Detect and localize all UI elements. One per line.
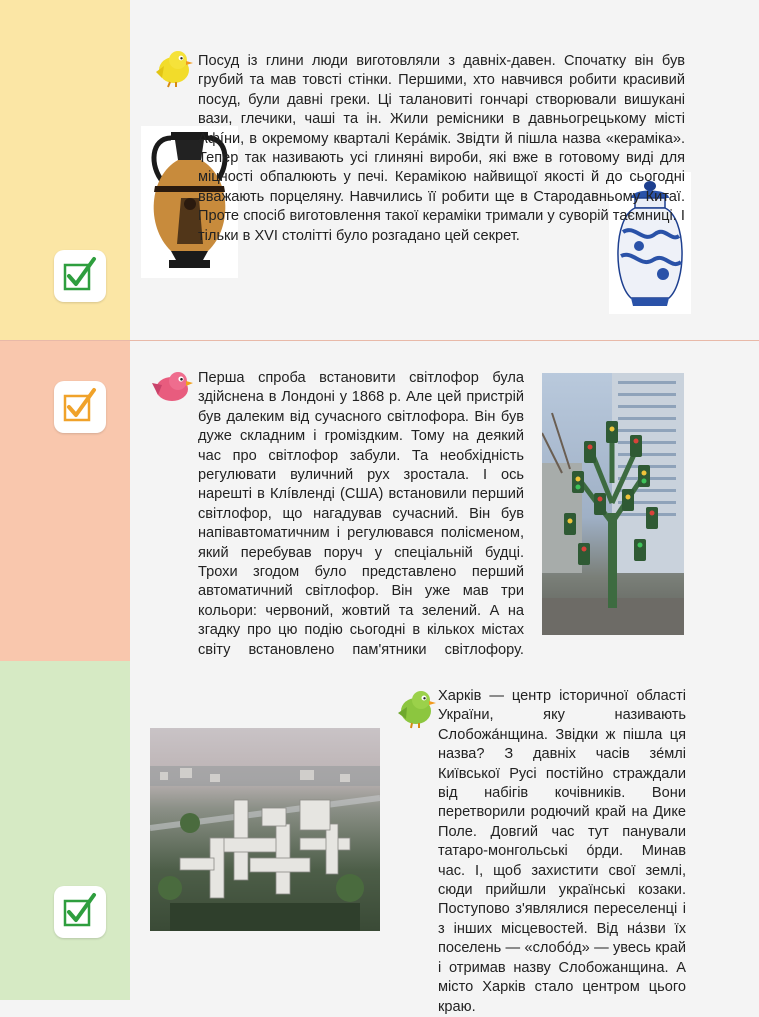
green-bird-icon [394,685,438,729]
section-traffic-light [0,340,759,662]
traffic-light-paragraph: Перша спроба встановити світлофор була здійснена в Лондоні у 1868 р. Але цей пристрій був далеким від сучасного світлофора. Він був дуже складним і громіздким. Тому на деякий час про світлофор забули. Та необхідність регулювати вуличний рух зростала. І ось нарешті в Клíвленді (США) встановили перший світлофор, що нагадував сучасний. Він був напівавтоматичним і регулювався полісменом, який перебував поруч у спеціальній будці. Трохи згодом було представлено перший автоматичний світлофор. Він уже мав три кольори: червоний, жовтий та зелений. А на згадку про цю подію сьогодні в кількох містах світу встановлено пам'ятники світлофору. [198,370,524,658]
pottery-text-p1 [198,52,685,246]
checkmark-icon [62,892,98,930]
checkbox-kharkiv[interactable] [54,886,106,938]
pink-bird-icon [148,369,194,405]
side-strip-green [0,661,130,1000]
checkbox-pottery[interactable] [54,250,106,302]
kharkiv-paragraph: Харків — центр історичної області України, яку називають Слобожа́нщина. Звідки ж пішла ця назва? З давніх часів зе́млі Київської Русі постійно страждали від набігів кочівників. Вони перетворили родючий край на Дике Поле. Довгий час тут панували татаро-монгольські о́рди. Минав час. І, щоб захистити свої землі, сюди прийшли українські козаки. Поступово з'являлися переселенці і з інших місцевостей. Від на́зви їх поселень — «слобо́д» — увесь край і отримав назву Слобожанщина. А місто Харків стало центром цього краю. [438,688,686,1015]
kharkiv-aerial-photo [150,728,380,931]
section-pottery [0,0,759,340]
checkmark-icon [62,387,98,425]
checkmark-icon [62,256,98,294]
pottery-text: Посуд із глини люди виготовляли з давніх-давен. Спочатку він був грубий та мав товсті стінки. Першими, хто навчився робити красивий посуд, були давні греки. Ці талановиті гончарі створювали вишукані вази, глечики, чаші та ін. Жили ремісники в давньогрецькому місті Афíни, в окремому кварталі Кера́мік. Звідти й пішла назва «кераміка». Тепер так називають усі глиняні вироби, які вже в готовому виді для міцності обпалюють у печі. Керамікою найвищої якості й до сьогодні вважають порцеляну. Навчились її робити ще в Стародавньому Китаї. Проте спосіб виготовлення такої кераміки тримали у суворій таємниці. І тільки в XVI столітті було розгадано цей секрет. [198,53,685,244]
checkbox-traffic-light[interactable] [54,381,106,433]
kharkiv-text [438,687,686,1017]
section-kharkiv [0,661,759,1015]
yellow-bird-icon [150,46,194,88]
traffic-light-tree-photo [542,373,684,635]
traffic-light-text [198,369,524,680]
